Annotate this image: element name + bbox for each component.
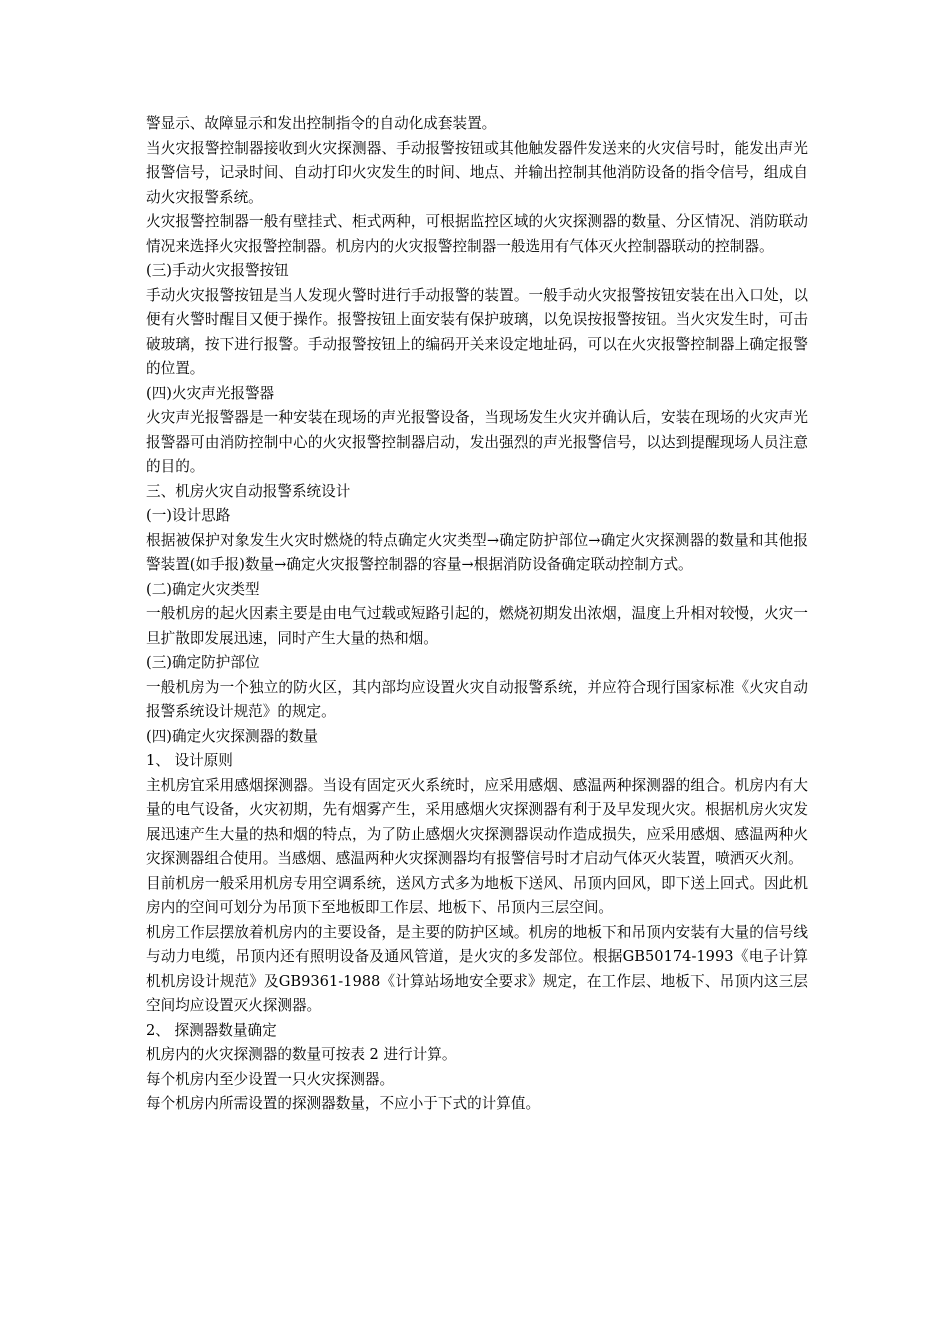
paragraph: 当火灾报警控制器接收到火灾探测器、手动报警按钮或其他触发器件发送来的火灾信号时，能发出声光报警信号，记录时间、自动打印火灾发生的时间、地点、并输出控制其他消防设备的指令信号，组成自动火灾报警系统。 bbox=[146, 139, 808, 206]
section-heading: (三)确定防护部位 bbox=[146, 654, 260, 671]
paragraph: 手动火灾报警按钮是当人发现火警时进行手动报警的装置。一般手动火灾报警按钮安装在出入口处，以便有火警时醒目又便于操作。报警按钮上面安装有保护玻璃，以免误按报警按钮。当火灾发生时，可击破玻璃，按下进行报警。手动报警按钮上的编码开关来设定地址码，可以在火灾报警控制器上确定报警的位置。 bbox=[146, 286, 808, 377]
subsection-heading: 2、 探测器数量确定 bbox=[146, 1021, 277, 1039]
section-heading: (三)手动火灾报警按钮 bbox=[146, 262, 289, 279]
paragraph: 火灾声光报警器是一种安装在现场的声光报警设备，当现场发生火灾并确认后，安装在现场的火灾声光报警器可由消防控制中心的火灾报警控制器启动，发出强烈的声光报警信号，以达到提醒现场人员注意的目的。 bbox=[146, 409, 808, 475]
paragraph: 主机房宜采用感烟探测器。当设有固定灭火系统时，应采用感烟、感温两种探测器的组合。机房内有大量的电气设备，火灾初期，先有烟雾产生，采用感烟火灾探测器有利于及早发现火灾。根据机房火灾发展迅速产生大量的热和烟的特点，为了防止感烟火灾探测器误动作造成损失，应采用感烟、感温两种火灾探测器组合使用。当感烟、感温两种火灾探测器均有报警信号时才启动气体灭火装置，喷洒灭火剂。 bbox=[146, 776, 808, 867]
paragraph: 机房内的火灾探测器的数量可按表 2 进行计算。 bbox=[146, 1046, 457, 1063]
paragraph: 火灾报警控制器一般有壁挂式、柜式两种，可根据监控区域的火灾探测器的数量、分区情况、消防联动情况来选择火灾报警控制器。机房内的火灾报警控制器一般选用有气体灭火控制器联动的控制器。 bbox=[146, 213, 808, 255]
paragraph: 机房工作层摆放着机房内的主要设备，是主要的防护区域。机房的地板下和吊顶内安装有大量的信号线与动力电缆，吊顶内还有照明设备及通风管道，是火灾的多发部位。根据GB50174-1993《电子计算机机房设计规范》及GB9361-1988《计算站场地安全要求》规定，在工作层、地板下、吊顶内这三层空间均应设置灭火探测器。 bbox=[146, 923, 808, 1014]
section-heading: (四)确定火灾探测器的数量 bbox=[146, 727, 318, 745]
paragraph: 目前机房一般采用机房专用空调系统，送风方式多为地板下送风、吊顶内回风，即下送上回式。因此机房内的空间可划分为吊顶下至地板即工作层、地板下、吊顶内三层空间。 bbox=[146, 874, 808, 916]
subsection-heading: 1、 设计原则 bbox=[146, 752, 233, 769]
paragraph: 根据被保护对象发生火灾时燃烧的特点确定火灾类型→确定防护部位→确定火灾探测器的数量和其他报警装置(如手报)数量→确定火灾报警控制器的容量→根据消防设备确定联动控制方式。 bbox=[146, 531, 808, 573]
section-heading: (一)设计思路 bbox=[146, 507, 231, 524]
paragraph: 一般机房的起火因素主要是由电气过载或短路引起的，燃烧初期发出浓烟，温度上升相对较慢，火灾一旦扩散即发展迅速，同时产生大量的热和烟。 bbox=[146, 605, 808, 647]
chapter-heading: 三、机房火灾自动报警系统设计 bbox=[146, 482, 351, 500]
paragraph: 每个机房内至少设置一只火灾探测器。 bbox=[146, 1070, 395, 1088]
section-heading: (二)确定火灾类型 bbox=[146, 580, 260, 598]
document-page bbox=[146, 112, 808, 1117]
paragraph: 警显示、故障显示和发出控制指令的自动化成套装置。 bbox=[146, 115, 497, 132]
section-heading: (四)火灾声光报警器 bbox=[146, 384, 275, 402]
paragraph: 一般机房为一个独立的防火区，其内部均应设置火灾自动报警系统，并应符合现行国家标准《火灾自动报警系统设计规范》的规定。 bbox=[146, 678, 808, 720]
paragraph: 每个机房内所需设置的探测器数量，不应小于下式的计算值。 bbox=[146, 1095, 541, 1112]
